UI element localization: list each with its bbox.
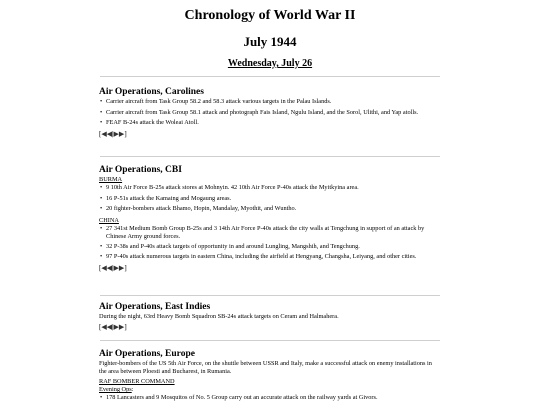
list-item: • 27 341st Medium Bomb Group B-25s and 3 14th Air Force P-40s attack the city walls at Tengchung in support of an attack by Chinese Army ground forces. <box>99 225 441 241</box>
divider <box>100 295 440 296</box>
subsection-label-china: CHINA <box>99 216 119 224</box>
nav-bracket-open: [ <box>99 323 102 332</box>
list-item: • 97 P-40s attack numerous targets in eastern China, including the airfield at Hengyang, Changsha, Leiyang, and other cities. <box>99 253 441 261</box>
section-nav <box>99 264 441 273</box>
next-nav-icon[interactable]: ▶▶ <box>113 323 125 332</box>
nav-bracket-close: ] <box>124 129 127 138</box>
section-nav <box>99 323 441 332</box>
section-title: Air Operations, CBI <box>99 165 182 175</box>
next-nav-icon[interactable]: ▶▶ <box>113 129 125 138</box>
nav-separator: | <box>112 323 114 332</box>
section-nav <box>99 130 441 139</box>
section-text: Fighter-bombers of the US 5th Air Force, on the shuttle between USSR and Italy, make a successful attack on enemy installations in the area between Ploesti and Bucharest, in Rumania. <box>99 360 432 376</box>
list-item: • Carrier aircraft from Task Group 58.2 and 58.3 attack various targets in the Palau Islands. <box>99 98 441 106</box>
evening-ops-label <box>99 386 441 394</box>
list-item: • 178 Lancasters and 9 Mosquitos of No. 5 Group carry out an accurate attack on the railway yards at Givors. <box>99 394 441 402</box>
list-item: • 20 fighter-bombers attack Bhamo, Hopin, Mandalay, Myothit, and Wuntho. <box>99 205 441 213</box>
nav-bracket-close: ] <box>124 263 127 272</box>
item-list <box>99 98 441 127</box>
page-day: Wednesday, July 26 <box>227 58 313 69</box>
nav-separator: | <box>112 129 114 138</box>
list-item: • FEAF B-24s attack the Woleai Atoll. <box>99 119 441 127</box>
list-item: • Carrier aircraft from Task Group 58.1 attack and photograph Fais Island, Ngulu Island, and the Sorol, Ulithi, and Yap atolls. <box>99 109 441 117</box>
page-title: Chronology of World War II <box>184 8 356 23</box>
divider <box>100 156 440 157</box>
section-carolines <box>99 87 441 138</box>
evening-ops-text: Evening Ops <box>99 386 132 394</box>
evening-ops-colon: : <box>131 386 134 394</box>
subsection-label-raf: RAF BOMBER COMMAND <box>99 378 175 386</box>
nav-separator: | <box>112 263 114 272</box>
nav-bracket-open: [ <box>99 263 102 272</box>
list-item: • 32 P-38s and P-40s attack targets of opportunity in and around Lungling, Mangshih, and Tengchung. <box>99 243 441 251</box>
divider <box>100 340 440 341</box>
nav-bracket-close: ] <box>124 323 127 332</box>
item-list <box>99 184 441 213</box>
divider <box>100 76 440 77</box>
list-item: • 16 P-51s attack the Kamaing and Mogaung areas. <box>99 195 441 203</box>
next-nav-icon[interactable]: ▶▶ <box>113 263 125 272</box>
section-europe <box>99 349 441 404</box>
section-title: Air Operations, Europe <box>99 349 195 359</box>
list-item: • 9 10th Air Force B-25s attack stores at Mohnyin. 42 10th Air Force P-40s attack the Myitkyina area. <box>99 184 441 192</box>
page-month: July 1944 <box>243 34 297 49</box>
section-title: Air Operations, Carolines <box>99 87 204 97</box>
item-list <box>99 225 441 261</box>
section-text: During the night, 63rd Heavy Bomb Squadron SB-24s attack targets on Ceram and Halmahera. <box>99 313 339 321</box>
subsection-label-burma: BURMA <box>99 176 123 184</box>
prev-nav-icon[interactable]: ◀◀ <box>101 263 113 272</box>
nav-bracket-open: [ <box>99 129 102 138</box>
prev-nav-icon[interactable]: ◀◀ <box>101 323 113 332</box>
section-cbi <box>99 165 441 272</box>
item-list <box>99 394 441 402</box>
prev-nav-icon[interactable]: ◀◀ <box>101 129 113 138</box>
section-title: Air Operations, East Indies <box>99 302 211 312</box>
section-east-indies <box>99 302 441 332</box>
